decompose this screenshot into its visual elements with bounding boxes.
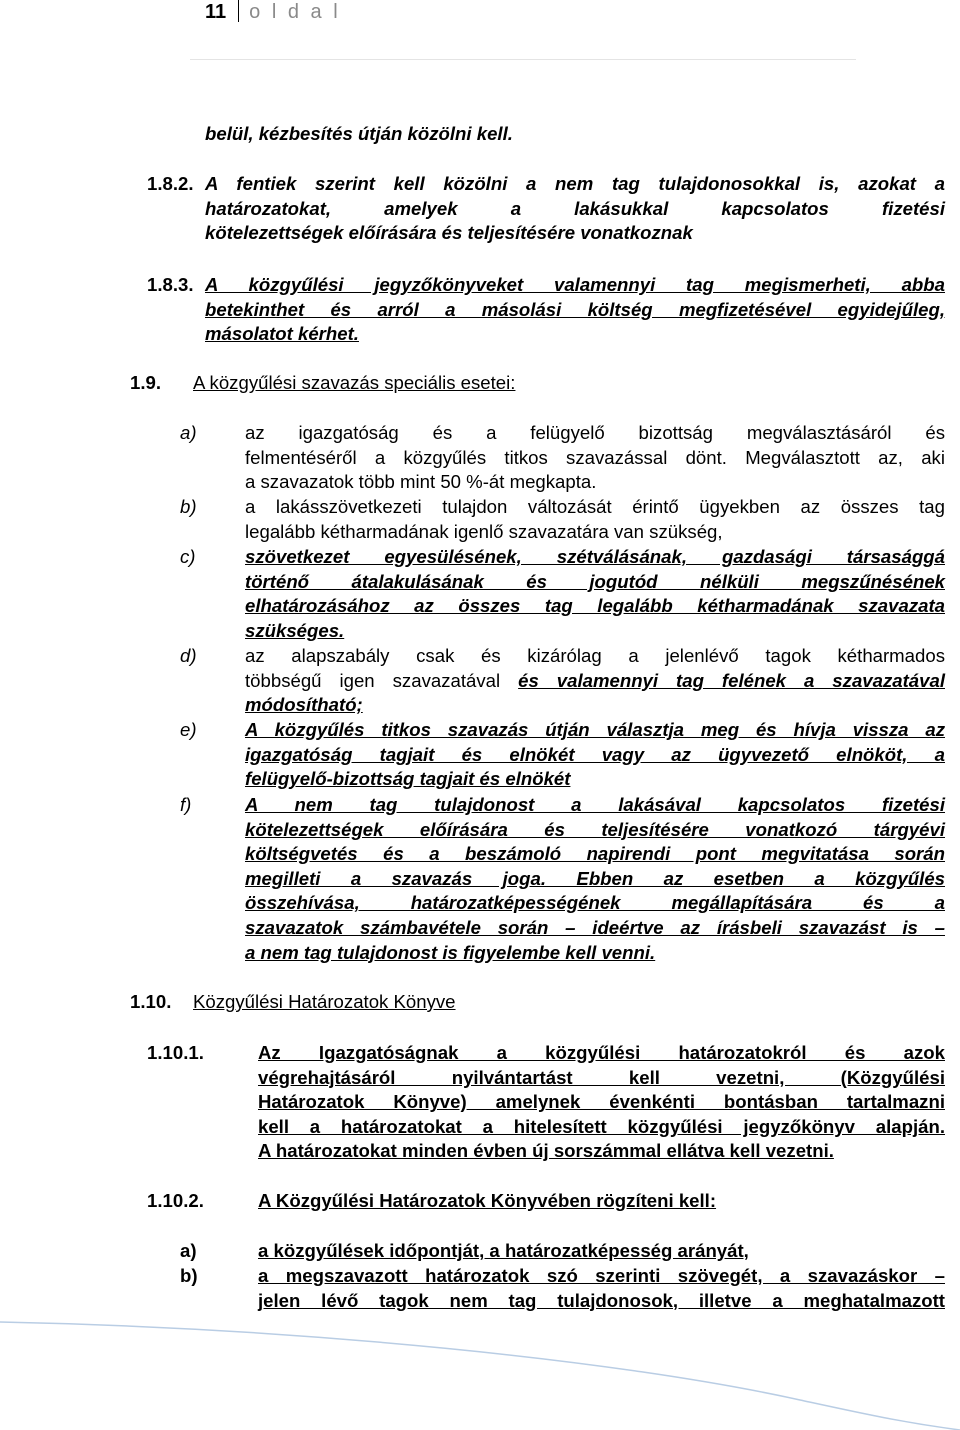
- list-item-a: [245, 421, 945, 495]
- section-number-1-10-2: 1.10.2.: [147, 1190, 204, 1211]
- sublist-label-a: a): [180, 1240, 197, 1261]
- line: A határozatokat minden évben új sorszámmal ellátva kell vezetni.: [258, 1140, 834, 1162]
- line: módosítható;: [245, 694, 363, 716]
- list-item-d: [245, 644, 945, 718]
- header-rule: [190, 59, 856, 60]
- page-label: o l d a l: [249, 1, 341, 23]
- list-label-d: d): [180, 645, 197, 666]
- list-item-f: [245, 793, 945, 965]
- list-item-e: [245, 718, 945, 792]
- line: megilleti a szavazás joga. Ebben az esetben a közgyűlés: [245, 867, 945, 889]
- line: legalább kétharmadának igenlő szavazatára van szükség,: [245, 520, 723, 542]
- line: szavazatok számbavétele során – ideértve az írásbeli szavazást is –: [245, 916, 945, 938]
- line: kötelezettségek előírására és teljesítésére vonatkozó tárgyévi: [245, 818, 945, 840]
- line: A fentiek szerint kell közölni a nem tag tulajdonosokkal is, azokat a: [205, 173, 945, 194]
- line: az igazgatóság és a felügyelő bizottság megválasztásáról és: [245, 422, 945, 443]
- line: A közgyűlés titkos szavazás útján választja meg és hívja vissza az: [245, 719, 945, 740]
- footer-curve: [0, 1322, 960, 1430]
- line: szövetkezet egyesülésének, szétválásának, gazdasági társasággá: [245, 546, 945, 567]
- section-number-1-10: 1.10.: [130, 991, 172, 1012]
- section-title-1-9: A közgyűlési szavazás speciális esetei:: [193, 372, 516, 393]
- line: a lakásszövetkezeti tulajdon változását érintő ügyekben az összes tag: [245, 496, 945, 517]
- text-run: többségű igen szavazatával: [245, 669, 519, 691]
- section-number-1-8-3: 1.8.3.: [147, 274, 194, 295]
- line: szükséges.: [245, 619, 345, 641]
- line: igazgatóság tagjait és elnökét vagy az ügyvezető elnököt, a: [245, 743, 945, 765]
- line: határozatokat, amelyek a lakásukkal kapcsolatos fizetési: [205, 197, 945, 219]
- line: történő átalakulásának és jogutód nélküli megszűnésének: [245, 570, 945, 592]
- sublist-item-a: a közgyűlések időpontját, a határozatképesség arányát,: [258, 1240, 749, 1261]
- line: összehívása, határozatképességének megállapítására és a: [245, 892, 945, 914]
- line: betekinthet és arról a másolási költség megfizetésével egyidejűleg,: [205, 298, 945, 320]
- line: költségvetés és a beszámoló napirendi pont megvitatása során: [245, 843, 945, 865]
- line: A nem tag tulajdonost a lakásával kapcsolatos fizetési: [245, 794, 945, 815]
- continuation-text: belül, kézbesítés útján közölni kell.: [205, 123, 513, 144]
- section-number-1-8-2: 1.8.2.: [147, 173, 194, 194]
- paragraph-1-8-2: [205, 172, 945, 246]
- paragraph-1-10-1: [258, 1041, 945, 1164]
- line: végrehajtásáról nyilvántartást kell vezetni, (Közgyűlési: [258, 1066, 945, 1088]
- line: másolatot kérhet.: [205, 323, 359, 345]
- line: felügyelő-bizottság tagjait és elnökét: [245, 768, 571, 790]
- line: a nem tag tulajdonost is figyelembe kell venni.: [245, 941, 656, 963]
- list-label-c: c): [180, 546, 196, 567]
- line: felmentéséről a közgyűlés titkos szavazással dönt. Megválasztott az, aki: [245, 446, 945, 468]
- footer-decoration: [0, 1300, 960, 1430]
- line: kötelezettségek előírására és teljesítésére vonatkoznak: [205, 222, 693, 244]
- line: a szavazatok több mint 50 %-át megkapta.: [245, 471, 597, 493]
- sublist-label-b: b): [180, 1265, 198, 1286]
- line: elhatározásához az összes tag legalább kétharmadának szavazata: [245, 595, 945, 617]
- line: Határozatok Könyve) amelynek évenkénti bontásban tartalmazni: [258, 1091, 945, 1113]
- page-header: [205, 0, 341, 24]
- line: Az Igazgatóságnak a közgyűlési határozatokról és azok: [258, 1042, 945, 1063]
- header-separator: [238, 0, 239, 22]
- line: A közgyűlési jegyzőkönyveket valamennyi tag megismerheti, abba: [205, 274, 945, 295]
- list-label-e: e): [180, 719, 197, 740]
- page-number: 11: [205, 1, 227, 23]
- section-title-1-10-2: A Közgyűlési Határozatok Könyvében rögzíteni kell:: [258, 1190, 717, 1211]
- list-item-c: [245, 545, 945, 643]
- line: jelen lévő tagok nem tag tulajdonosok, illetve a meghatalmazott: [258, 1289, 945, 1311]
- section-title-1-10: Közgyűlési Határozatok Könyve: [193, 991, 456, 1012]
- list-label-b: b): [180, 496, 197, 517]
- line: a megszavazott határozatok szó szerinti szövegét, a szavazáskor –: [258, 1265, 945, 1286]
- paragraph-1-8-3: [205, 273, 945, 347]
- list-item-b: [245, 495, 945, 544]
- line: [245, 669, 945, 694]
- line: az alapszabály csak és kizárólag a jelenlévő tagok kétharmados: [245, 645, 945, 666]
- list-label-a: a): [180, 422, 197, 443]
- list-label-f: f): [180, 794, 192, 815]
- text-run: és valamennyi tag felének a szavazatával: [518, 669, 945, 691]
- section-number-1-9: 1.9.: [130, 372, 162, 393]
- section-number-1-10-1: 1.10.1.: [147, 1042, 204, 1063]
- line: kell a határozatokat a hitelesített közgyűlési jegyzőkönyv alapján.: [258, 1115, 945, 1137]
